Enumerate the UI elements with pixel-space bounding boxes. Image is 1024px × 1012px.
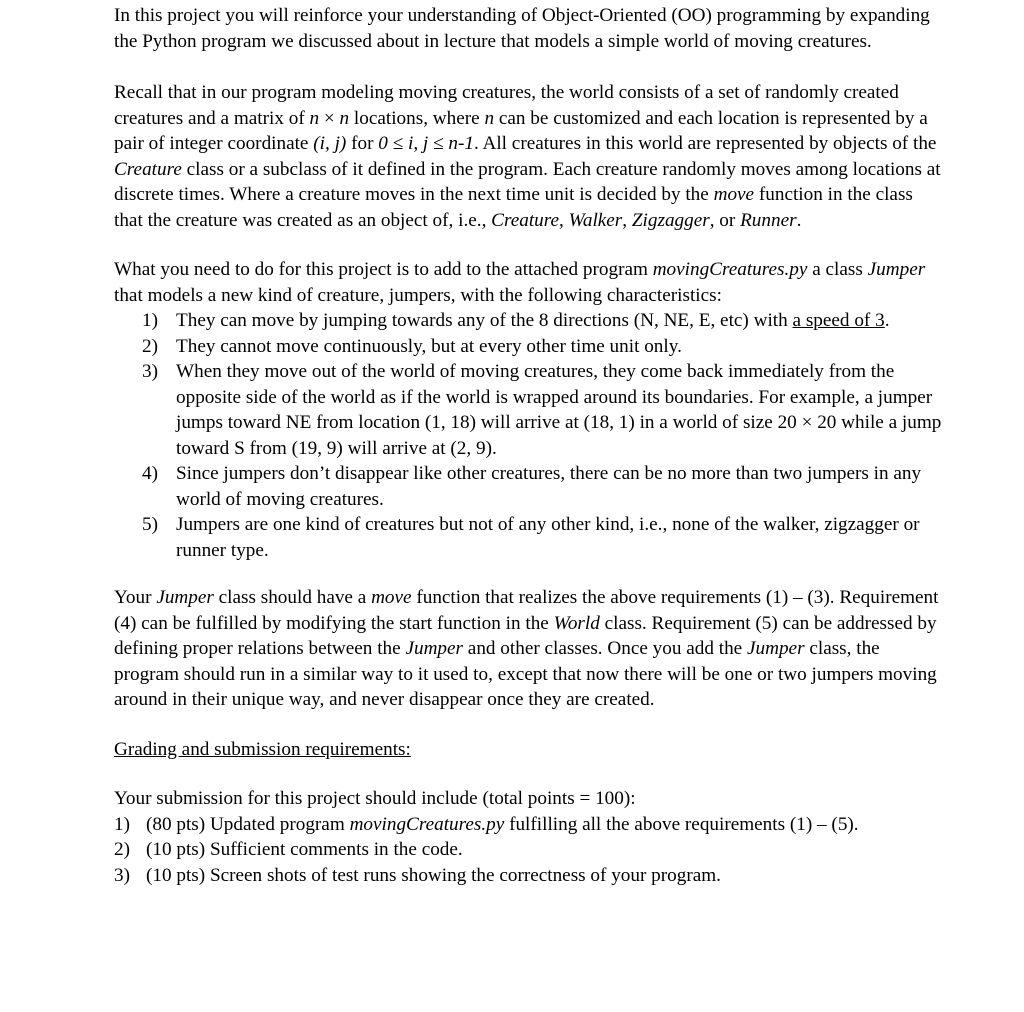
class-name: Runner — [740, 209, 797, 231]
recall-text: . All creatures in this world are represented by objects of the — [473, 133, 937, 154]
paragraph-text: Your — [114, 587, 157, 608]
math-n: n — [339, 107, 350, 129]
class-name: Jumper — [156, 587, 214, 608]
recall-text: function in the class that the creature was created as an object of, i.e., — [114, 184, 913, 231]
recall-text: locations, where — [349, 107, 485, 129]
list-text: (10 pts) Sufficient comments in the code. — [146, 839, 463, 860]
list-number: 2) — [114, 839, 130, 860]
list-text: Jumpers are one kind of creatures but not of any other kind, i.e., none of the walker, zigzagger or runner type. — [176, 514, 920, 561]
class-name: Creature — [114, 158, 182, 180]
recall-text: Recall that in our program modeling moving creatures, the world consists of a set of randomly created creatures and a matrix of — [114, 82, 899, 129]
list-text: fulfilling all the above requirements (1) – (5). — [504, 813, 859, 835]
grading-heading — [114, 737, 944, 763]
spacer — [114, 54, 944, 80]
grading-lead — [114, 786, 944, 812]
class-name: Jumper — [867, 259, 926, 280]
spacer — [114, 563, 944, 585]
recall-text: class or a subclass of it defined in the program. Each creature randomly moves among locations at discrete times. Where a creature moves in the next time unit is decided by the — [114, 158, 941, 205]
task-text: What you need to do for this project is to add to the attached program — [114, 259, 653, 280]
separator: , — [622, 209, 632, 231]
spacer — [114, 233, 944, 257]
class-name: Zigzagger — [631, 209, 710, 231]
paragraph-text: class should have a — [213, 587, 372, 608]
math-coordinate: (i, j) — [313, 133, 347, 154]
class-paragraph — [114, 585, 944, 713]
function-name: move — [371, 587, 412, 608]
list-item — [142, 308, 944, 334]
intro-text: In this project you will reinforce your understanding of Object-Oriented (OO) programming by expanding the Python program we discussed about in lecture that models a simple world of moving creatures. — [114, 5, 930, 52]
list-number: 1) — [114, 813, 130, 835]
times-symbol: × — [319, 107, 340, 129]
requirements-list — [142, 308, 944, 563]
underlined-text: a speed of 3 — [792, 310, 885, 331]
list-text: Since jumpers don’t disappear like other creatures, there can be no more than two jumpers in any world of moving creatures. — [176, 463, 922, 510]
paragraph-text: class. Requirement (5) can be addressed by defining proper relations between the — [114, 612, 937, 659]
list-number: 5) — [142, 514, 158, 535]
separator: . — [796, 209, 802, 231]
list-number: 3) — [142, 361, 158, 382]
list-number: 3) — [114, 864, 130, 886]
spacer — [114, 713, 944, 737]
list-text: They cannot move continuously, but at every other time unit only. — [176, 335, 682, 357]
task-text: a class — [807, 259, 868, 280]
list-text: When they move out of the world of moving creatures, they come back immediately from the opposite side of the world as if the world is wrapped around its boundaries. For example, a jumper jumps toward NE from location (1, 18) will arrive at (18, 1) in a world of size 20 × 20 while a jump toward S from (19, 9) will arrive at (2, 9). — [176, 361, 942, 459]
paragraph-text: function that realizes the above requirements (1) – (3). Requirement (4) can be fulfilled by modifying the start function in the — [114, 587, 939, 634]
separator: , — [559, 209, 569, 231]
math-range: 0 ≤ i, j ≤ n-1 — [378, 133, 474, 154]
intro-paragraph — [114, 3, 944, 54]
spacer — [114, 762, 944, 786]
function-name: move — [713, 184, 755, 205]
class-name: Jumper — [405, 638, 463, 659]
list-item — [142, 334, 944, 360]
file-name: movingCreatures.py — [349, 813, 505, 835]
list-item — [142, 512, 944, 563]
section-heading: Grading and submission requirements: — [114, 738, 411, 760]
paragraph-text: and other classes. Once you add the — [463, 638, 747, 659]
list-text: . — [884, 310, 890, 331]
task-text: that models a new kind of creature, jumpers, with the following characteristics: — [114, 284, 722, 306]
separator: , or — [709, 209, 741, 231]
list-item — [142, 461, 944, 512]
list-number: 4) — [142, 463, 158, 484]
list-number: 1) — [142, 310, 158, 331]
recall-text: for — [346, 133, 379, 154]
list-item — [142, 359, 944, 461]
class-name: Walker — [568, 209, 623, 231]
math-n: n — [309, 107, 320, 129]
submission-list — [114, 812, 944, 889]
file-name: movingCreatures.py — [652, 259, 808, 280]
paragraph-text: class, the program should run in a similar way to it used to, except that now there will be one or two jumpers moving around in their unique way, and never disappear once they are created. — [114, 638, 937, 710]
list-text: They can move by jumping towards any of the 8 directions (N, NE, E, etc) with — [176, 310, 793, 331]
list-text: (10 pts) Screen shots of test runs showing the correctness of your program. — [146, 864, 721, 886]
class-name: Creature — [491, 209, 560, 231]
class-name: Jumper — [747, 638, 805, 659]
document-page — [114, 3, 944, 888]
paragraph-text: Your submission for this project should include (total points = 100): — [114, 788, 636, 809]
math-n: n — [484, 107, 495, 129]
class-name: World — [553, 612, 600, 634]
list-number: 2) — [142, 335, 158, 357]
task-paragraph — [114, 257, 944, 308]
list-item — [114, 812, 944, 838]
recall-paragraph — [114, 80, 944, 233]
recall-text: can be customized and each location is represented by a pair of integer coordinate — [114, 107, 928, 154]
list-text: (80 pts) Updated program — [146, 813, 350, 835]
list-item — [114, 863, 944, 889]
list-item — [114, 837, 944, 863]
